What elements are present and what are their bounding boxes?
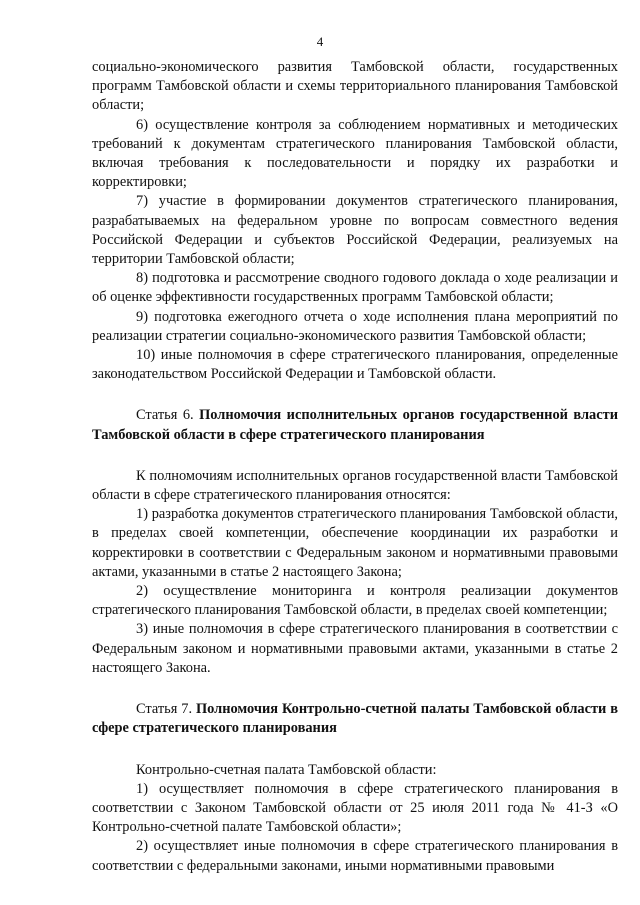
list-item: 9) подготовка ежегодного отчета о ходе исполнения плана мероприятий по реализации стратегии социально-экономического развития Тамбовской области;	[92, 308, 618, 344]
list-item: 2) осуществляет иные полномочия в сфере стратегического планирования в соответствии с федеральными законами, иными нормативными правовыми	[92, 838, 618, 874]
list-item: 1) разработка документов стратегического планирования Тамбовской области, в пределах своей компетенции, обеспечение координации их разработки и корректировки в соответствии с Федеральным законом и нормативными правовыми актами, указанными в статье 2 настоящего Закона;	[92, 506, 618, 580]
article-6-prefix: Статья 6.	[136, 407, 194, 424]
article-6-heading	[92, 406, 618, 444]
list-item: 10) иные полномочия в сфере стратегического планирования, определенные законодательством Российской Федерации и Тамбовской области.	[92, 347, 618, 383]
list-item: 1) осуществляет полномочия в сфере стратегического планирования в соответствии с Законом Тамбовской области от 25 июля 2011 года № 41-З «О Контрольно-счетной палате Тамбовской области»;	[92, 780, 618, 836]
article-6-intro: К полномочиям исполнительных органов государственной власти Тамбовской области в сфере стратегического планирования относятся:	[92, 467, 618, 504]
list-item: 7) участие в формировании документов стратегического планирования, разрабатываемых на федеральном уровне по вопросам совместного ведения Российской Федерации и субъектов Российской Федерации, реализуемых на территории Тамбовской области;	[92, 193, 618, 268]
document-body	[92, 58, 618, 876]
page-number: 4	[316, 34, 324, 49]
list-item: 3) иные полномочия в сфере стратегического планирования в соответствии с Федеральным законом и нормативными правовыми актами, указанными в статье 2 настоящего Закона.	[92, 621, 618, 676]
article-7-prefix: Статья 7.	[136, 701, 193, 718]
paragraph: социально-экономического развития Тамбовской области, государственных программ Тамбовской области и схемы территориального планирования Тамбовской области;	[92, 59, 618, 114]
article-6-title: Полномочия исполнительных органов государственной власти Тамбовской области в сфере стратегического планирования	[92, 407, 618, 443]
list-item: 2) осуществление мониторинга и контроля реализации документов стратегического планирования Тамбовской области, в пределах своей компетенции;	[92, 583, 618, 619]
list-item: 6) осуществление контроля за соблюдением нормативных и методических требований к документам стратегического планирования Тамбовской области, включая требования к последовательности и порядку их разработки и корректировки;	[92, 116, 618, 191]
article-7-intro: Контрольно-счетная палата Тамбовской области:	[136, 761, 437, 778]
article-7-title: Полномочия Контрольно-счетной палаты Тамбовской области в сфере стратегического планирования	[92, 701, 618, 737]
article-7-heading	[92, 700, 618, 738]
list-item: 8) подготовка и рассмотрение сводного годового доклада о ходе реализации и об оценке эффективности государственных программ Тамбовской области;	[92, 270, 618, 306]
